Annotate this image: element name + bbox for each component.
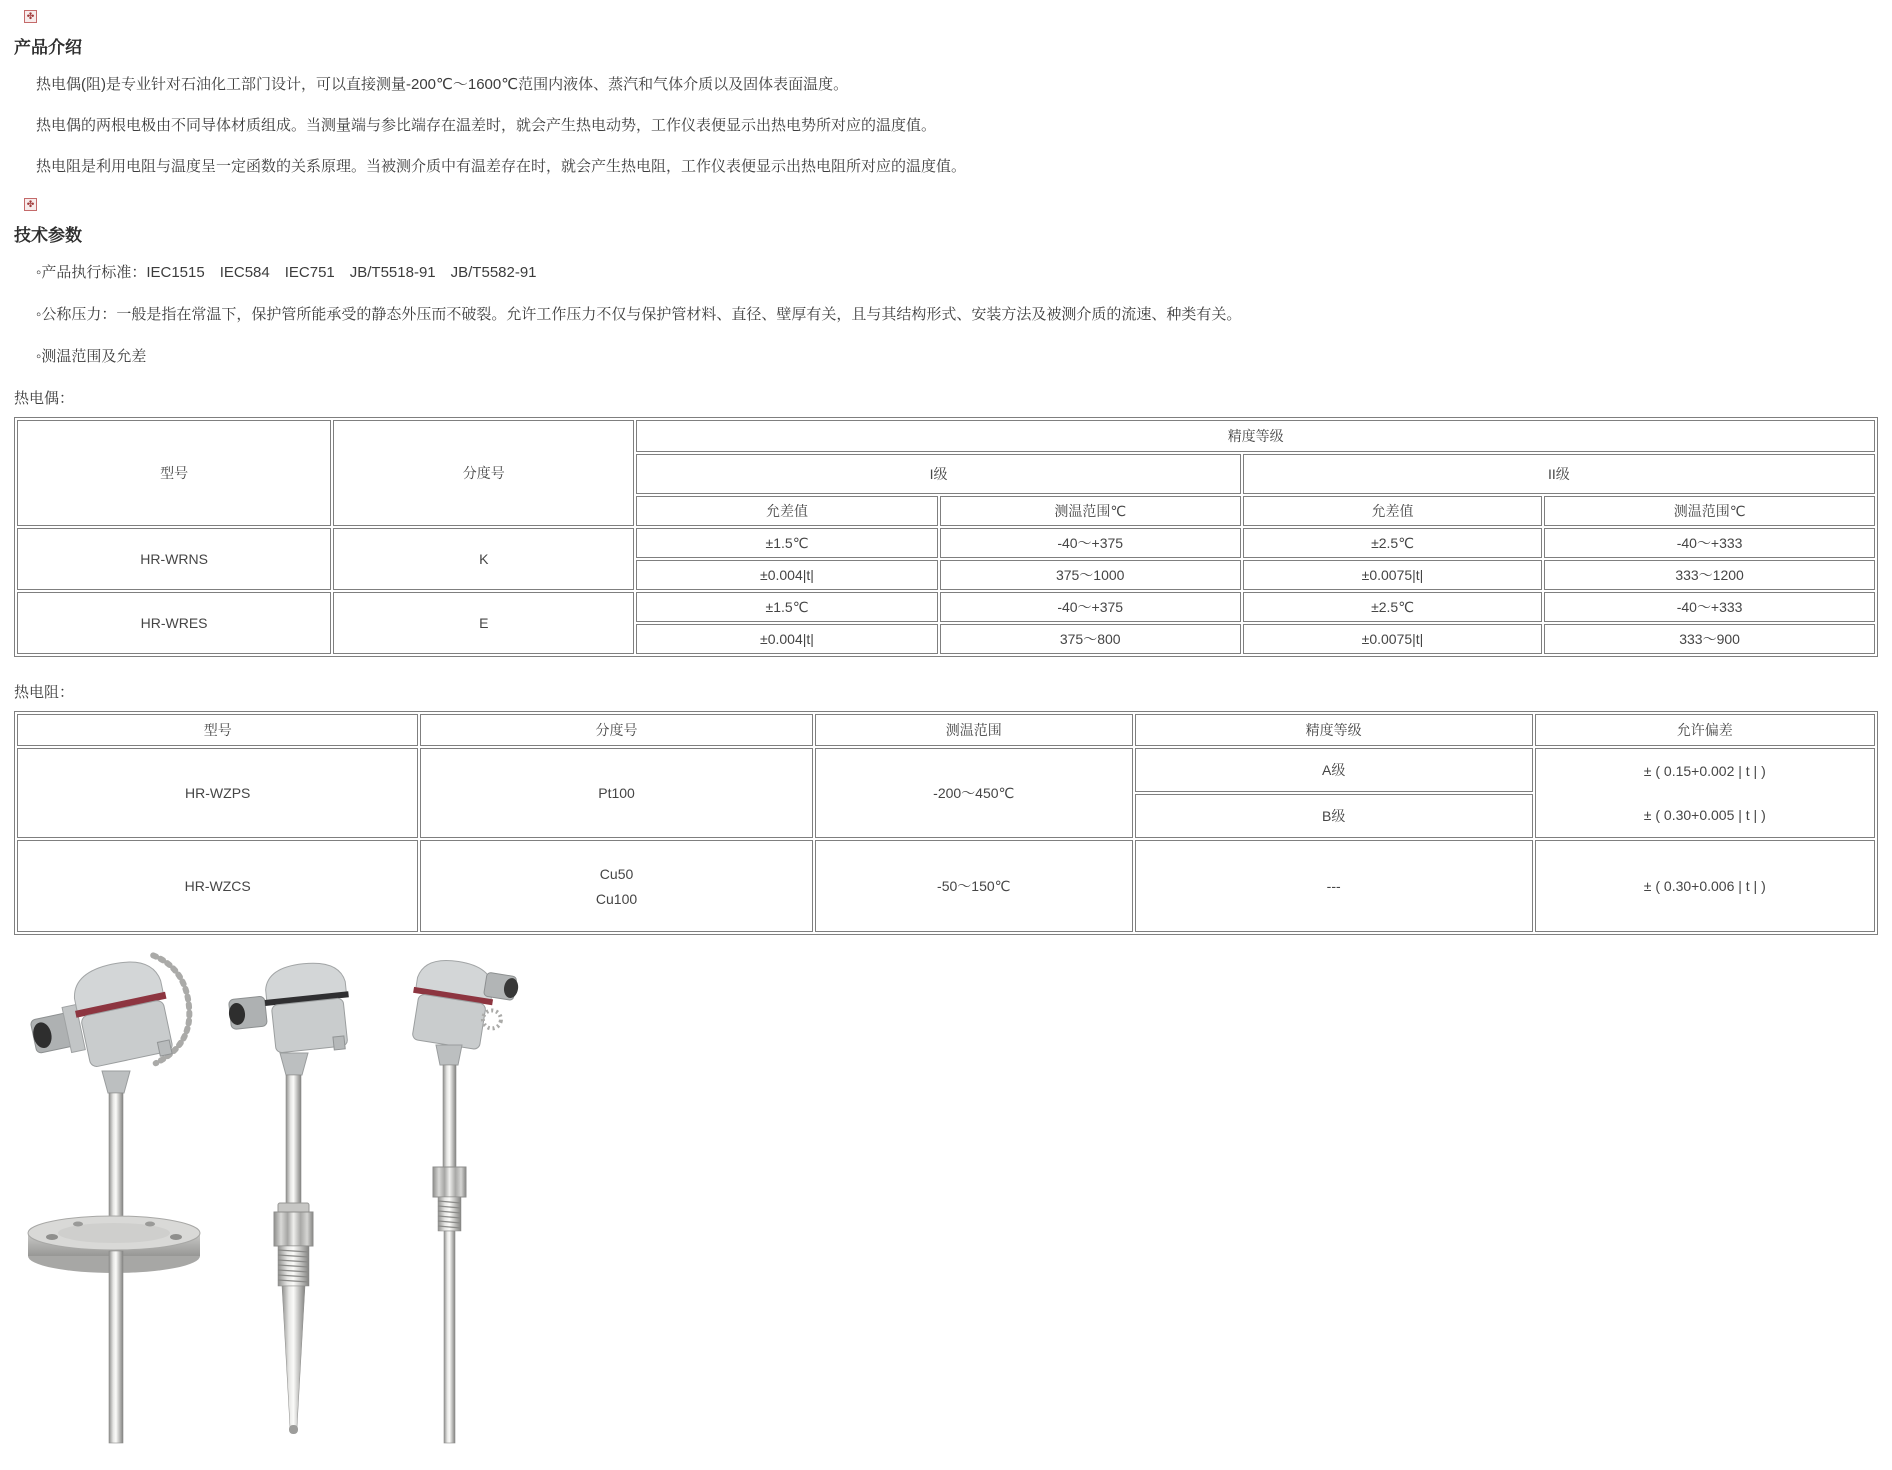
tolerance-cell: ±0.004|t| <box>636 560 937 590</box>
header-tolerance: 允差值 <box>636 496 937 526</box>
table-row <box>17 840 1875 932</box>
graduation-line: Cu50 <box>599 865 634 882</box>
section-marker-icon: ✤ <box>24 198 37 211</box>
header-tolerance: 允差值 <box>1243 496 1542 526</box>
spec-bullet-range: ◦测温范围及允差 <box>36 348 147 365</box>
intro-paragraph: 热电偶的两根电极由不同导体材质组成。当测量端与参比端存在温差时，就会产生热电动势，工作仪表便显示出热电势所对应的温度值。 <box>36 117 937 134</box>
table-row <box>17 748 1875 792</box>
grade-cell: B级 <box>1135 794 1533 838</box>
tolerance-cell: ±0.0075|t| <box>1243 560 1542 590</box>
intro-paragraph: 热电偶(阻)是专业针对石油化工部门设计，可以直接测量-200℃～1600℃范围内液体、蒸汽和气体介质以及固体表面温度。 <box>36 76 849 93</box>
product-photos <box>14 951 1878 1460</box>
header-deviation: 允许偏差 <box>1535 714 1875 746</box>
range-cell: 333～900 <box>1544 624 1875 654</box>
header-grade-2: II级 <box>1243 454 1875 494</box>
thermocouple-tapered-thread-photo <box>214 951 374 1456</box>
product-image-flange-thermocouple <box>14 951 214 1460</box>
model-cell: HR-WZPS <box>17 748 418 838</box>
rtd-table-label: 热电阻： <box>14 684 75 701</box>
header-model: 型号 <box>17 420 331 526</box>
product-image-taper-thermocouple <box>214 951 374 1460</box>
range-cell: -40～+333 <box>1544 592 1875 622</box>
tolerance-cell: ±0.0075|t| <box>1243 624 1542 654</box>
range-cell: 333～1200 <box>1544 560 1875 590</box>
range-cell: -200～450℃ <box>815 748 1133 838</box>
spec-bullet-pressure: ◦公称压力：一般是指在常温下，保护管所能承受的静态外压而不破裂。允许工作压力不仅与保护管材料、直径、壁厚有关，且与其结构形式、安装方法及被测介质的流速、种类有关。 <box>36 306 1242 323</box>
table-row <box>17 592 1875 622</box>
range-cell: -40～+333 <box>1544 528 1875 558</box>
thermocouple-table <box>14 417 1878 657</box>
tolerance-cell: ±0.004|t| <box>636 624 937 654</box>
spec-bullet-standards: ◦产品执行标准：IEC1515 IEC584 IEC751 JB/T5518-91 JB/T5582-91 <box>36 264 537 281</box>
table-row <box>17 528 1875 558</box>
graduation-cell <box>420 840 812 932</box>
thermocouple-straight-probe-photo <box>374 951 534 1456</box>
graduation-line: Cu100 <box>595 890 638 907</box>
model-cell: HR-WZCS <box>17 840 418 932</box>
graduation-cell: K <box>333 528 634 590</box>
header-range: 测温范围℃ <box>1544 496 1875 526</box>
tolerance-cell: ±1.5℃ <box>636 592 937 622</box>
thermocouple-table-label: 热电偶： <box>14 390 75 407</box>
range-cell: -50～150℃ <box>815 840 1133 932</box>
product-image-straight-thermocouple <box>374 951 534 1460</box>
intro-heading: 产品介绍 <box>14 38 82 57</box>
model-cell: HR-WRNS <box>17 528 331 590</box>
graduation-cell: Pt100 <box>420 748 812 838</box>
graduation-cell: E <box>333 592 634 654</box>
tolerance-cell: ±2.5℃ <box>1243 528 1542 558</box>
rtd-table <box>14 711 1878 935</box>
deviation-cell: ± ( 0.30+0.006 | t | ) <box>1535 840 1875 932</box>
header-graduation: 分度号 <box>420 714 812 746</box>
grade-cell: A级 <box>1135 748 1533 792</box>
deviation-line: ± ( 0.15+0.002 | t | ) <box>1643 763 1766 779</box>
specs-heading: 技术参数 <box>14 226 82 245</box>
header-model: 型号 <box>17 714 418 746</box>
thermocouple-flange-mount-photo <box>14 951 214 1456</box>
model-cell: HR-WRES <box>17 592 331 654</box>
tolerance-cell: ±2.5℃ <box>1243 592 1542 622</box>
header-grade-1: I级 <box>636 454 1240 494</box>
deviation-cell <box>1535 748 1875 838</box>
deviation-line: ± ( 0.30+0.005 | t | ) <box>1643 807 1766 823</box>
section-marker-icon: ✤ <box>24 10 37 23</box>
header-range: 测温范围℃ <box>940 496 1241 526</box>
range-cell: 375～1000 <box>940 560 1241 590</box>
range-cell: -40～+375 <box>940 528 1241 558</box>
range-cell: 375～800 <box>940 624 1241 654</box>
range-cell: -40～+375 <box>940 592 1241 622</box>
grade-cell: --- <box>1135 840 1533 932</box>
header-range: 测温范围 <box>815 714 1133 746</box>
tolerance-cell: ±1.5℃ <box>636 528 937 558</box>
header-graduation: 分度号 <box>333 420 634 526</box>
header-accuracy: 精度等级 <box>1135 714 1533 746</box>
header-accuracy: 精度等级 <box>636 420 1875 452</box>
intro-paragraph: 热电阻是利用电阻与温度呈一定函数的关系原理。当被测介质中有温差存在时，就会产生热电阻，工作仪表便显示出热电阻所对应的温度值。 <box>36 158 967 175</box>
